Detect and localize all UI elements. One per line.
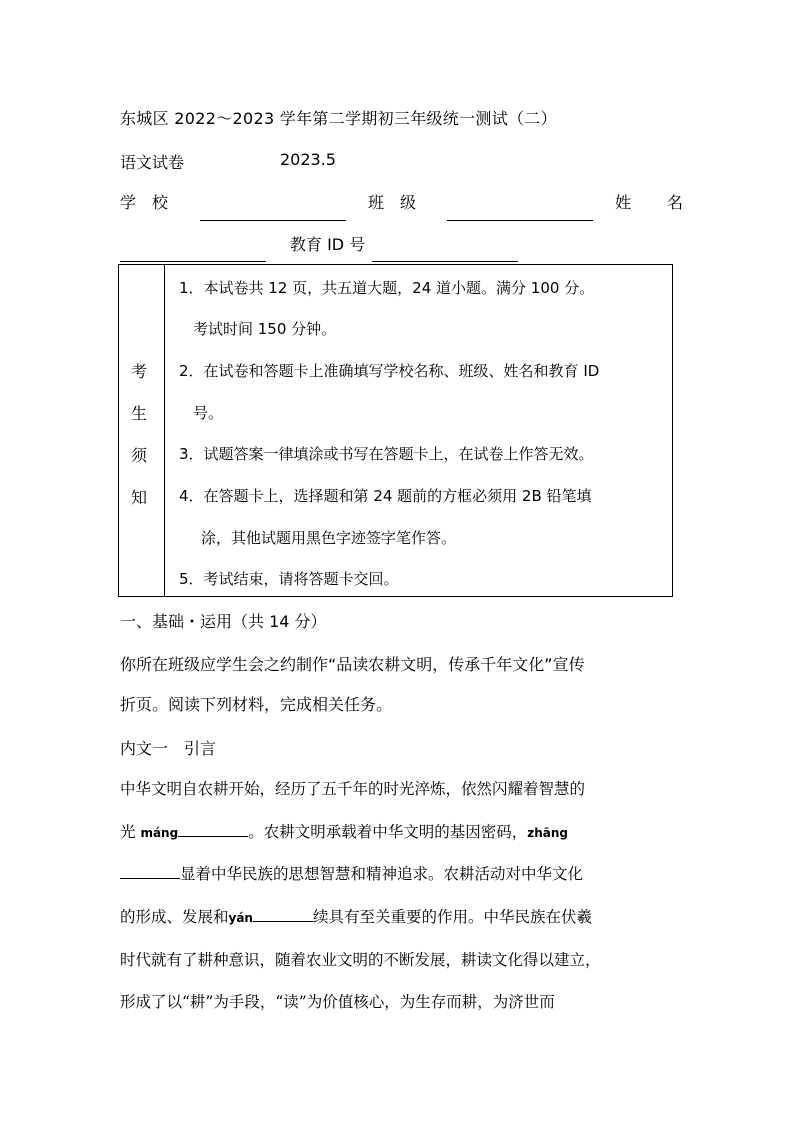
answer-blank[interactable] <box>178 824 248 837</box>
notice-label-cell <box>119 265 165 597</box>
name-label: 姓 名 <box>615 193 694 212</box>
pinyin: yán <box>228 911 253 925</box>
notice-item: 涂，其他试题用黑色字迹签字笔作答。 <box>201 529 457 547</box>
subheading: 内文一 引言 <box>120 739 217 758</box>
text-line <box>120 905 592 927</box>
subject-label: 语文试卷 <box>120 153 185 172</box>
notice-item: 号。 <box>193 404 224 422</box>
text-line: 时代就有了耕种意识，随着农业文明的不断发展，耕读文化得以建立， <box>120 951 601 969</box>
notice-item: 4．在答题卡上，选择题和第 24 题前的方框必须用 2B 铅笔填 <box>179 487 592 505</box>
school-field[interactable] <box>200 206 346 225</box>
text-line <box>120 820 568 842</box>
school-label: 学 校 <box>120 193 169 212</box>
text-fragment: 续具有至关重要的作用。中华民族在伏羲 <box>312 908 592 926</box>
text-line: 中华文明自农耕开始，经历了五千年的时光淬炼，依然闪耀着智慧的 <box>120 780 586 798</box>
text-line <box>120 862 583 884</box>
pinyin: zhāng <box>527 826 568 840</box>
text-fragment: 的形成、发展和 <box>120 908 229 926</box>
id-label: 教育 ID 号 <box>290 235 366 254</box>
exam-title: 东城区 2022～2023 学年第二学期初三年级统一测试（二） <box>120 109 557 128</box>
section-intro: 折页。阅读下列材料，完成相关任务。 <box>120 695 393 714</box>
exam-date: 2023.5 <box>280 150 336 169</box>
pinyin: máng <box>140 826 179 840</box>
notice-label-char: 生 <box>131 404 148 423</box>
notice-label-char: 知 <box>131 488 148 507</box>
notice-items-cell <box>165 265 673 597</box>
class-label: 班 级 <box>368 193 417 212</box>
notice-item: 5．考试结束，请将答题卡交回。 <box>179 570 399 588</box>
section-intro: 你所在班级应学生会之约制作“品读农耕文明，传承千年文化”宣传 <box>120 655 585 674</box>
notice-item: 3．试题答案一律填涂或书写在答题卡上，在试卷上作答无效。 <box>179 445 594 463</box>
notice-label-char: 考 <box>131 362 148 381</box>
answer-blank[interactable] <box>253 909 313 922</box>
text-fragment: 显着中华民族的思想智慧和精神追求。农耕活动对中华文化 <box>180 865 584 883</box>
text-fragment: 。农耕文明承载着中华文明的基因密码， <box>248 823 528 841</box>
text-fragment: 光 <box>120 823 136 841</box>
section-heading: 一、基础・运用（共 14 分） <box>120 612 327 631</box>
notice-item: 考试时间 150 分钟。 <box>193 320 337 338</box>
notice-table <box>118 264 673 597</box>
answer-blank[interactable] <box>120 866 180 879</box>
notice-item: 2．在试卷和答题卡上准确填写学校名称、班级、姓名和教育 ID <box>179 362 600 380</box>
text-line: 形成了以“耕”为手段，“读”为价值核心，为生存而耕，为济世而 <box>120 993 555 1011</box>
class-field[interactable] <box>447 206 593 225</box>
notice-item: 1．本试卷共 12 页，共五道大题，24 道小题。满分 100 分。 <box>179 279 595 297</box>
notice-label-char: 须 <box>131 446 148 465</box>
